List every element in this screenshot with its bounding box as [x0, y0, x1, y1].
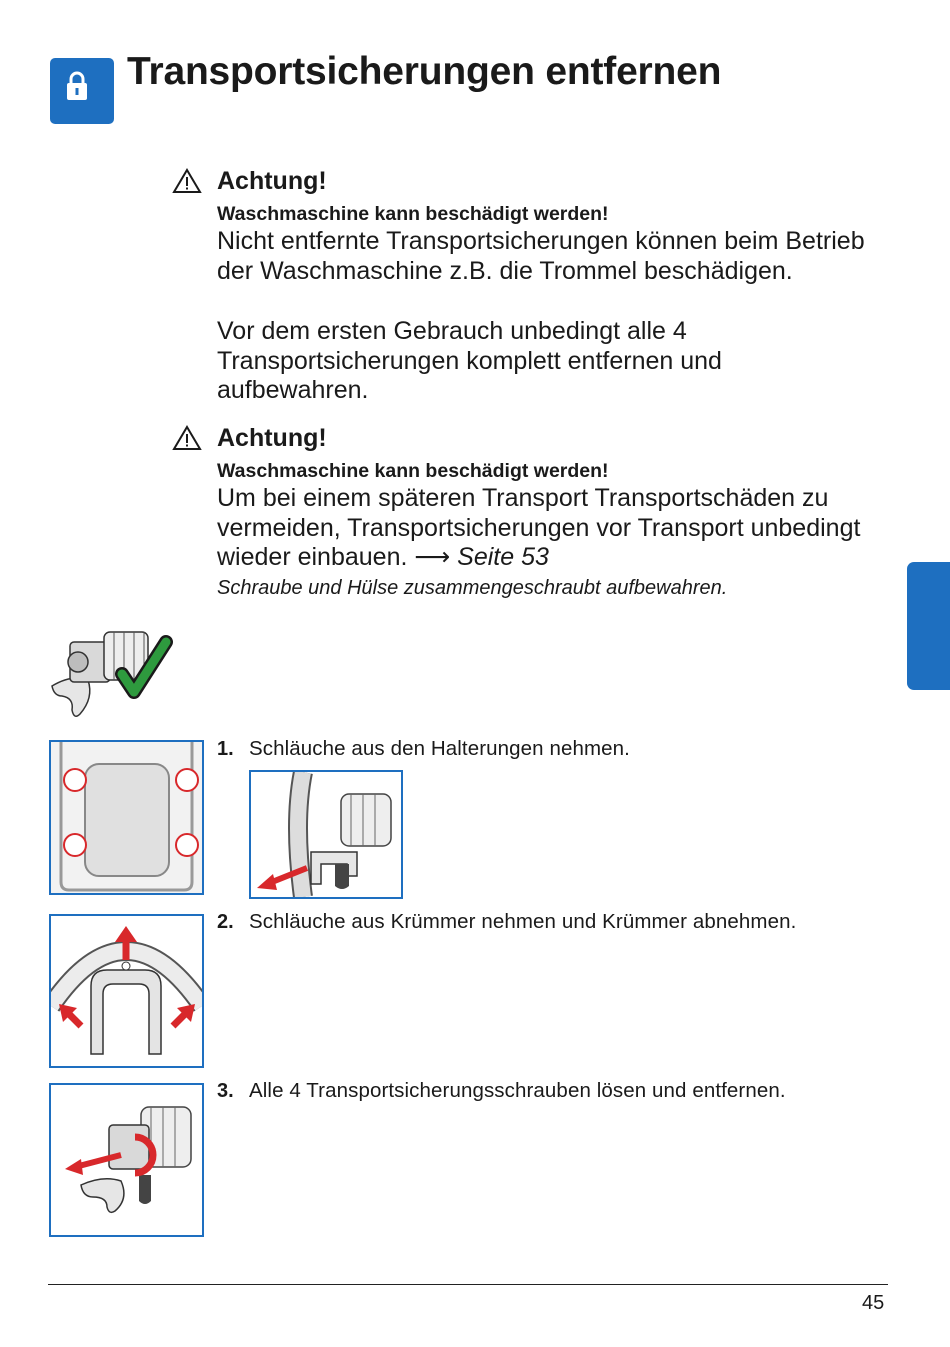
warning-paragraph: Nicht entfernte Transportsicherungen können beim Betrieb der Waschmaschine z.B. die Trommel beschädigen. [217, 227, 865, 285]
warning-triangle-icon [172, 168, 202, 199]
warning-paragraph: Um bei einem späteren Transport Transportschäden zu vermeiden, Transportsicherungen vor Transport unbedingt wieder einbauen. ⟶ Seite 53 [217, 484, 861, 571]
step-text: Schläuche aus den Halterungen nehmen. [249, 737, 630, 760]
warning-subheading: Waschmaschine kann beschädigt werden! [217, 203, 609, 225]
step-number: 1. [217, 738, 234, 760]
warning-subheading: Waschmaschine kann beschädigt werden! [217, 460, 609, 482]
step-number: 2. [217, 911, 234, 933]
machine-back-illustration [49, 740, 204, 895]
step-text: Schläuche aus Krümmer nehmen und Krümmer abnehmen. [249, 910, 797, 933]
page-number: 45 [862, 1292, 885, 1314]
elbow-removal-illustration [49, 914, 204, 1068]
step-number: 3. [217, 1080, 234, 1102]
step-text: Alle 4 Transportsicherungsschrauben lösen und entfernen. [249, 1079, 786, 1102]
bolt-loosening-illustration [49, 1083, 204, 1237]
footer-divider [48, 1284, 888, 1285]
section-tab [907, 562, 950, 690]
hose-removal-illustration [249, 770, 403, 899]
storage-note: Schraube und Hülse zusammengeschraubt aufbewahren. [217, 577, 728, 599]
page-title: Transportsicherungen entfernen [127, 50, 722, 93]
transport-bolt-check-illustration [44, 614, 184, 722]
warning-heading: Achtung! [217, 167, 327, 195]
lock-icon [50, 58, 114, 124]
warning-triangle-icon [172, 425, 202, 456]
warning-heading: Achtung! [217, 424, 327, 452]
arrow-glyph: ⟶ [414, 543, 451, 571]
page-reference-link[interactable]: Seite 53 [457, 543, 549, 571]
warning-paragraph: Vor dem ersten Gebrauch unbedingt alle 4 Transportsicherungen komplett entfernen und aufbewahren. [217, 317, 722, 404]
